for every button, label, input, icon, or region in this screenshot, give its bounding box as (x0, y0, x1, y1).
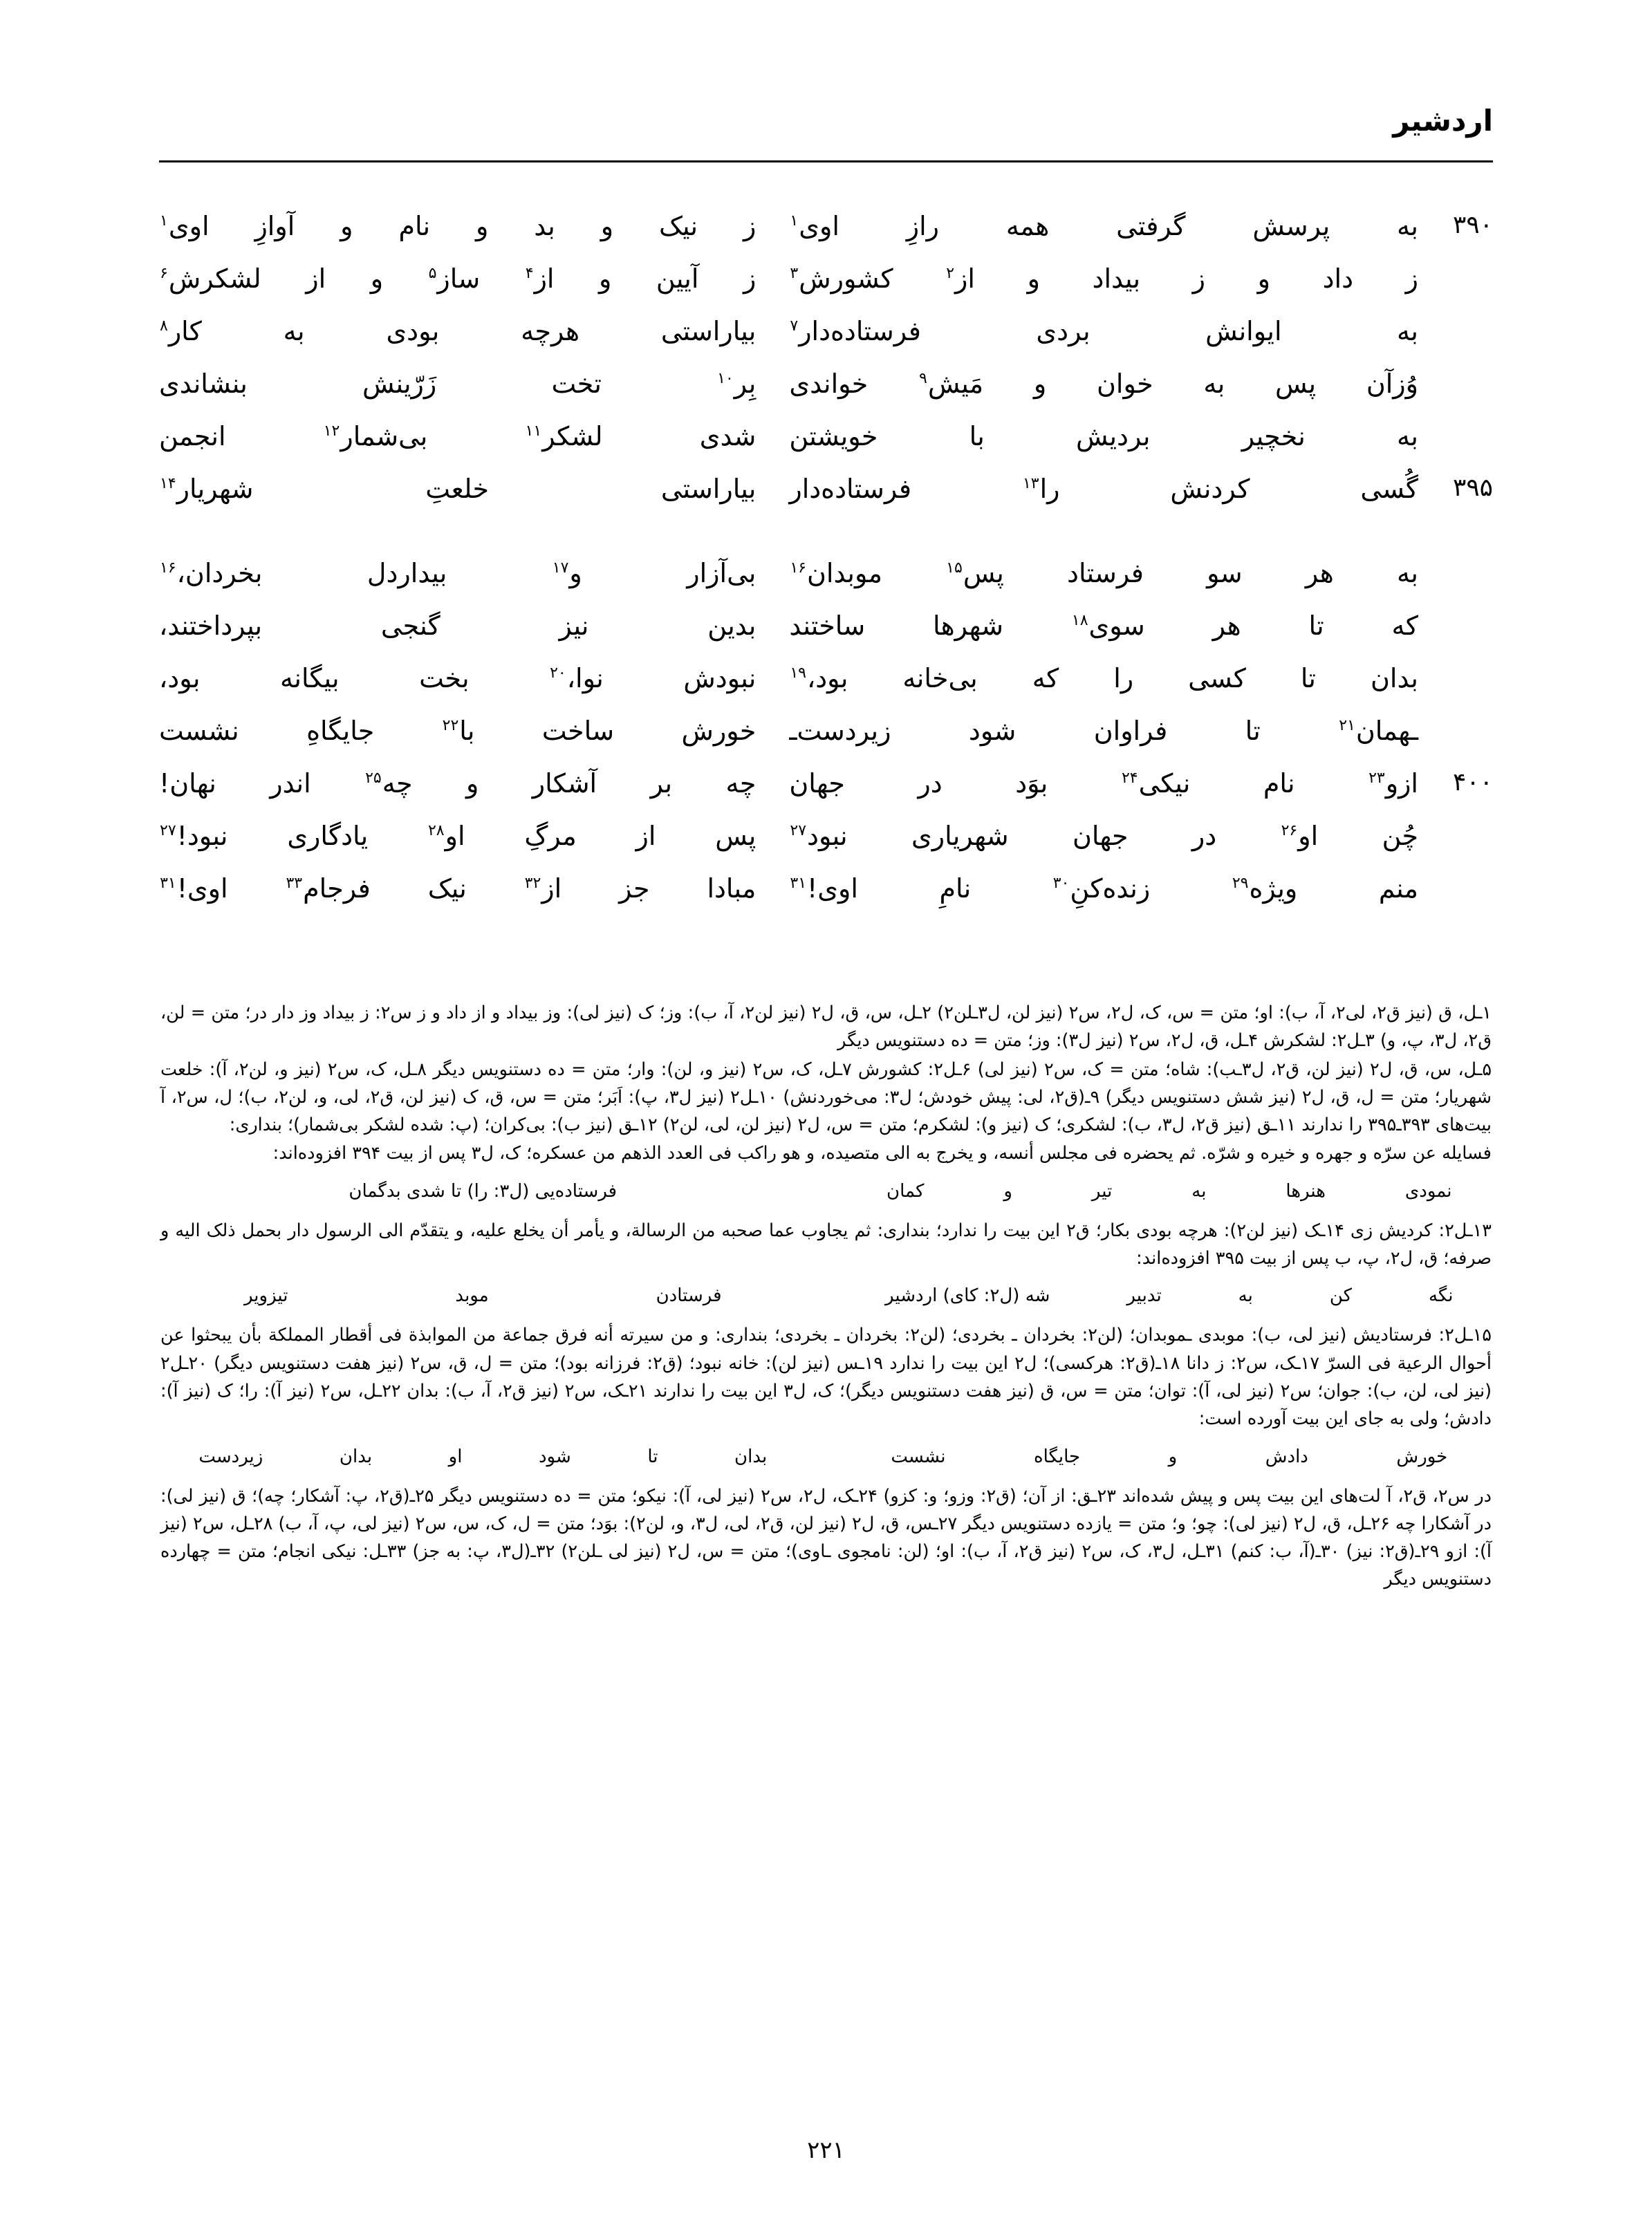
footnote-marker[interactable]: ۳۳ (286, 875, 303, 893)
footnote-marker[interactable]: ۲۶ (1281, 822, 1298, 840)
verse-word: خواندی (789, 369, 869, 399)
verse-word: نامِ (939, 873, 972, 904)
verse-word: شهریاری (911, 821, 1009, 851)
hemistich-second (159, 365, 763, 403)
verse-word: و (1027, 263, 1040, 294)
footnote-marker[interactable]: ۸ (160, 317, 168, 335)
running-head (159, 104, 1493, 173)
verse-word: مبادا (707, 873, 757, 904)
footnote-marker[interactable]: ۱ (790, 212, 799, 230)
verse-word: از$^۴$ (525, 263, 555, 294)
inset-verse-word: تیزویر (243, 1285, 288, 1307)
verse-word: خویشتن (789, 421, 878, 451)
verse-word: گُسی (1360, 474, 1418, 504)
inset-verse-word: موبد (455, 1285, 489, 1307)
verse-word: آیین (656, 263, 699, 294)
verse-line (159, 365, 1493, 418)
verse-word: از$^۲$ (946, 263, 975, 294)
apparatus-inset-verse (160, 1443, 1492, 1471)
footnote-marker[interactable]: ۲۷ (160, 822, 176, 840)
verse-word: شهریار$^{۱۴}$ (160, 474, 254, 504)
footnote-marker[interactable]: ۱۶ (160, 559, 176, 577)
inset-hemistich-first (826, 1177, 1492, 1206)
footnote-marker[interactable]: ۱۳ (1022, 475, 1039, 493)
verse-area (159, 207, 1493, 922)
hemistich-second (159, 765, 763, 803)
verse-word: ساخت (541, 716, 615, 746)
inset-verse-word: شود (538, 1446, 571, 1467)
footnote-marker[interactable]: ۲۸ (427, 822, 445, 840)
verse-word: ز (743, 263, 757, 294)
verse-line (159, 660, 1493, 712)
verse-word: زَرّینش (362, 369, 437, 399)
verse-word: تخت (551, 369, 602, 399)
footnote-marker[interactable]: ۴ (525, 265, 534, 283)
verse-word: هر (1305, 558, 1334, 588)
verse-word: بیاراستی (660, 316, 757, 346)
inset-verse-word: فرستاده‌یی (ل۳: را) تا شدی بدگمان (349, 1180, 618, 1202)
inset-verse-word: تدبیر (1126, 1285, 1162, 1307)
verse-word: خوان (1097, 369, 1153, 399)
hemistich-first (763, 470, 1418, 508)
verse-word: هرچه (521, 316, 579, 346)
verse-word: در (1191, 821, 1217, 851)
verse-word: ز (743, 211, 757, 241)
hemistich-first (763, 555, 1418, 593)
inset-verse-word: بدان (734, 1446, 768, 1467)
verse-word: بد (534, 211, 555, 241)
verse-word: فرستاد (1067, 558, 1144, 588)
verse-word: فراوان (1093, 716, 1168, 746)
footnote-marker[interactable]: ۱۱ (525, 422, 542, 440)
verse-word: سو (1207, 558, 1243, 588)
hemistich-first (763, 660, 1418, 698)
verse-word: سوی$^{۱۸}$ (1071, 611, 1145, 641)
footnote-marker[interactable]: ۳۱ (790, 875, 807, 893)
footnote-marker[interactable]: ۶ (160, 265, 168, 283)
verse-word: ـهمان$^{۲۱}$ (1339, 716, 1418, 746)
verse-word: و (466, 768, 479, 799)
verse-word: نیک (427, 873, 467, 904)
verse-word: اوی$^۱$ (790, 211, 839, 241)
hemistich-first (763, 313, 1418, 351)
verse-word: شود (968, 716, 1017, 746)
inset-verse-word: جایگاه (1034, 1446, 1081, 1467)
inset-verse-word: به (1191, 1180, 1207, 1202)
footnote-marker[interactable]: ۲۴ (1121, 770, 1138, 788)
verse-word: پس (715, 821, 757, 851)
hemistich-second (159, 313, 763, 351)
verse-word: بدان (1371, 663, 1418, 693)
verse-word: بی‌شمار$^{۱۲}$ (323, 421, 428, 451)
inset-verse-word: زیردست (198, 1446, 263, 1467)
hemistich-second (159, 607, 763, 645)
verse-word: پرسش (1252, 211, 1330, 241)
inset-hemistich-first (826, 1443, 1492, 1471)
verse-word: به (1203, 369, 1225, 399)
hemistich-first (763, 712, 1418, 750)
verse-word: ز (1192, 263, 1205, 294)
verse-word: زیردست‌ـ (789, 716, 891, 746)
verse-word: مرگِ (524, 821, 577, 851)
footnote-marker[interactable]: ۲۷ (790, 822, 807, 840)
verse-word: خورش (681, 716, 757, 746)
verse-word: از (306, 263, 326, 294)
verse-word: که (1032, 663, 1059, 693)
verse-word: و (1033, 369, 1047, 399)
verse-word: بر (650, 768, 673, 799)
verse-word: نیز (559, 611, 589, 641)
verse-word: و (600, 211, 614, 241)
inset-verse-word: نگه (1428, 1285, 1454, 1307)
inset-verse-word: و (1003, 1180, 1012, 1202)
verse-word: به (1397, 316, 1418, 346)
footnote-marker[interactable]: ۳۲ (524, 875, 541, 893)
inset-verse-word: او (448, 1446, 463, 1467)
inset-hemistich-second (160, 1177, 826, 1206)
verse-word: بنشاندی (159, 369, 248, 399)
verse-word: نشست (159, 716, 239, 746)
verse-word: همه (1005, 211, 1050, 241)
hemistich-second (159, 712, 763, 750)
footnote-marker[interactable]: ۱۵ (946, 559, 963, 577)
verse-word: را$^{۱۳}$ (1022, 474, 1060, 504)
verse-word: از$^{۳۲}$ (524, 873, 562, 904)
verse-word: پس$^{۱۵}$ (946, 558, 1004, 588)
verse-word: به (1397, 211, 1418, 241)
inset-verse-word: فرستادن (656, 1285, 722, 1307)
hemistich-first (763, 765, 1418, 803)
inset-verse-word: کمان (887, 1180, 925, 1202)
verse-word: اندر (270, 768, 311, 799)
inset-hemistich-first (826, 1282, 1492, 1310)
verse-word: شدی (699, 421, 757, 451)
apparatus-inset-verse (160, 1177, 1492, 1206)
verse-word: که (1391, 611, 1418, 641)
verse-word: لشکر$^{۱۱}$ (525, 421, 603, 451)
running-head-title: اردشیر (1393, 104, 1493, 138)
verse-line (159, 313, 1493, 365)
verse-word: تا (1308, 611, 1324, 641)
footnote-marker[interactable]: ۲۳ (1368, 770, 1385, 788)
footnote-marker[interactable]: ۲۰ (550, 664, 566, 682)
inset-verse-word: و (1168, 1446, 1178, 1467)
verse-line (159, 817, 1493, 870)
verse-line (159, 607, 1493, 660)
footnote-marker[interactable]: ۱ (160, 212, 168, 230)
footnote-marker[interactable]: ۹ (919, 370, 927, 388)
verse-word: ساختند (789, 611, 866, 641)
hemistich-first (763, 207, 1418, 245)
verse-word: او$^{۲۶}$ (1281, 821, 1319, 851)
verse-word: بیگانه (280, 663, 340, 693)
verse-word: و (340, 211, 353, 241)
verse-word: مَیش$^۹$ (919, 369, 984, 399)
inset-hemistich-second (160, 1443, 826, 1471)
apparatus-paragraph: ۵ـل، س، ق، ل۲ (نیز لن، ق۲، ل۳ـب): شاه؛ متن = ک، س۲ (نیز لی) ۶ـل۲: کشورش ۷ـل، ک، س۲ (نیز و، لن): وار؛ متن = ده دستنویس دیگر ۸ـل، ک، س۲ (نیز و، لن۲، آ): خلعت شهریار؛ متن = ل، ق، ل۲ (نیز شش دستنویس دیگر) ۹ـ(ق۲، لی: پیش خودش؛ ل۳: می‌خوردنش) ۱۰ـل۲ (نیز ل۳، پ): اَبَر؛ متن = س، ق، ک (نیز لن، ق۲، لی، و، لن۲، ب)؛ ل، س۲، آ بیت‌های ۳۹۳ـ۳۹۵ را ندارند ۱۱ـق (نیز ق۲، ل۳، ب): لشکری؛ ک (نیز و): لشکرم؛ متن = س، ل۲ (نیز لن، لی، لن۲) ۱۲ـق (نیز ب): بی‌کران؛ (پ: شده لشکر بی‌شمار)؛ بنداری: (160, 1059, 1492, 1136)
inset-verse-word: کن (1329, 1285, 1352, 1307)
verse-word: انجمن (159, 421, 226, 451)
verse-word: بیاراستی (660, 474, 757, 504)
verse-word: بدین (707, 611, 757, 641)
hemistich-first (763, 607, 1418, 645)
verse-word: به (283, 316, 305, 346)
footnote-marker[interactable]: ۳ (790, 265, 799, 283)
verse-word: نوا،$^{۲۰}$ (550, 663, 604, 693)
verse-word: کشورش$^۳$ (790, 263, 893, 294)
inset-verse-word: تا (647, 1446, 658, 1467)
footnote-marker[interactable]: ۱۲ (323, 422, 340, 440)
verse-word: فرستاده‌دار$^۷$ (790, 316, 921, 346)
verse-word: وُزآن (1366, 369, 1418, 399)
verse-word: به (1397, 558, 1418, 588)
verse-line (159, 765, 1493, 817)
verse-word: با (969, 421, 985, 451)
verse-word: لشکرش$^۶$ (160, 263, 261, 294)
inset-verse-word: خورش (1396, 1446, 1448, 1467)
hemistich-first (763, 870, 1418, 908)
verse-word: با$^{۲۲}$ (442, 716, 475, 746)
hemistich-first (763, 260, 1418, 298)
verse-word: نخچیر (1241, 421, 1306, 451)
footnote-marker[interactable]: ۱۰ (717, 370, 734, 388)
hemistich-first (763, 817, 1418, 855)
verse-word: اوی!$^{۳۱}$ (790, 873, 858, 904)
inset-verse-word: تیر (1091, 1180, 1113, 1202)
verse-word: بخردان،$^{۱۶}$ (160, 558, 263, 588)
verse-word: ساز$^۵$ (428, 263, 481, 294)
verse-word: منم (1378, 873, 1418, 904)
verse-word: بیداد (1092, 263, 1141, 294)
verse-word: کار$^۸$ (160, 316, 202, 346)
verse-stanza (159, 555, 1493, 922)
verse-word: و (1257, 263, 1270, 294)
verse-word: زنده‌کنِ$^{۳۰}$ (1052, 873, 1151, 904)
verse-line (159, 712, 1493, 765)
verse-word: بود، (159, 663, 201, 693)
verse-word: و (370, 263, 384, 294)
verse-line (159, 555, 1493, 607)
verse-word: کسی (1188, 663, 1246, 693)
verse-line (159, 470, 1493, 523)
inset-verse-word: شه (ل۲: کای) اردشیر (885, 1285, 1050, 1307)
verse-word: نبود$^{۲۷}$ (790, 821, 848, 851)
verse-word: پس (1275, 369, 1317, 399)
verse-stanza (159, 207, 1493, 523)
verse-word: نیک (659, 211, 698, 241)
footnote-marker[interactable]: ۲۲ (442, 717, 459, 735)
verse-word: فرستاده‌دار (789, 474, 912, 504)
verse-line (159, 870, 1493, 922)
verse-word: آشکار (532, 768, 597, 799)
apparatus-inset-verse (160, 1282, 1492, 1310)
apparatus-paragraph: ۱۳ـل۲: کردیش زی ۱۴ـک (نیز لن۲): هرچه بودی بکار؛ ق۲ این بیت را ندارد؛ بنداری: ثم یجاوب عما صحبه من الرسالة، و یأمر أن یخلع علیه، و یتقدّم الی الرسول دار بحمل ذلک الیه و صرفه؛ ق، ل۲، پ، ب پس از بیت ۳۹۵ افزوده‌اند: (160, 1220, 1492, 1269)
verse-line (159, 207, 1493, 260)
footnote-marker[interactable]: ۱۹ (790, 664, 806, 682)
verse-word: نام (1263, 768, 1295, 799)
verse-word: جز (619, 873, 650, 904)
verse-word: بِر$^{۱۰}$ (717, 369, 757, 399)
verse-word: گرفتی (1116, 211, 1186, 241)
verse-word: در (918, 768, 943, 799)
verse-word: ازو$^{۲۳}$ (1368, 768, 1418, 799)
verse-word: هر (1212, 611, 1241, 641)
footnote-marker[interactable]: ۷ (790, 317, 799, 335)
verse-word: موبدان$^{۱۶}$ (790, 558, 882, 588)
verse-word: اوی!$^{۳۱}$ (160, 873, 228, 904)
hemistich-second (159, 555, 763, 593)
hemistich-second (159, 817, 763, 855)
hemistich-second (159, 260, 763, 298)
verse-word: چُن (1382, 821, 1418, 851)
verse-word: بود،$^{۱۹}$ (790, 663, 848, 693)
verse-word: اوی$^۱$ (160, 211, 210, 241)
verse-line-number: ۴۰۰ (1452, 768, 1493, 796)
verse-word: بخت (419, 663, 470, 693)
footnote-marker[interactable]: ۵ (428, 265, 437, 283)
verse-word: نبودش (683, 663, 757, 693)
inset-verse-word: دادش (1265, 1446, 1308, 1467)
folio-number: ۲۲۱ (807, 2136, 845, 2164)
verse-word: جایگاهِ (306, 716, 375, 746)
inset-hemistich-second (160, 1282, 826, 1310)
verse-word: فرجام$^{۳۳}$ (286, 873, 371, 904)
verse-word: خلعتِ (425, 474, 489, 504)
verse-word: و$^{۱۷}$ (552, 558, 582, 588)
verse-line (159, 418, 1493, 470)
verse-word: بپرداختند، (159, 611, 263, 641)
hemistich-second (159, 470, 763, 508)
apparatus-paragraph: در س۲، ق۲، آ لت‌های این بیت پس و پیش شده‌اند ۲۳ـق: از آن؛ (ق۲: وزو؛ و: کزو) ۲۴ـک، ل۲، س۲ (نیز لی، آ): نیکو؛ متن = ده دستنویس دیگر ۲۵ـ(ق۲، پ: آشکار؛ چه)؛ ق (نیز لی): در آشکارا چه ۲۶ـل، ق، ل۲ (نیز لی): چو؛ و؛ متن = یازده دستنویس دیگر ۲۷ـس، ق، ل۲ (نیز لن، ق۲، لی، ل۳، و، لن۲): بوَد؛ متن = ل، ک، س، س۲ (نیز لی، پ، آ، ب) ۲۸ـل، س۲ (نیز آ): ازو ۲۹ـ(ق۲: نیز) ۳۰ـ(آ، ب: کنم) ۳۱ـل، ل۳، ک، س۲ (نیز ق۲، آ، ب): او؛ (لن: نامجوی ـاوی)؛ متن = س، ل۲ (نیز لی ـلن۲) ۳۲ـ(ل۳، پ: به جز) ۳۳ـل: نیکی انجام؛ متن = چهارده دستنویس دیگر (160, 1485, 1492, 1590)
verse-word: داد (1322, 263, 1354, 294)
footnote-marker[interactable]: ۲۵ (365, 770, 382, 788)
verse-line-number: ۳۹۵ (1452, 474, 1493, 502)
apparatus-paragraph: فسایله عن سرّه و جهره و خیره و شرّه. ثم یحضره فی مجلس أنسه، و یخرج به الی متصیده، و هو راکب فی العدد الذهم من عسکره؛ ک، ل۳ پس از بیت ۳۹۴ افزوده‌اند: (272, 1143, 1492, 1164)
verse-word: بردی (1036, 316, 1090, 346)
header-divider (159, 160, 1493, 162)
footnote-marker[interactable]: ۱۴ (160, 475, 176, 493)
verse-word: او$^{۲۸}$ (427, 821, 465, 851)
apparatus-paragraph: ۱۵ـل۲: فرستادیش (نیز لی، ب): موبدی ـموبدان؛ (لن۲: بخردان ـ بخردی؛ (لن۲: بخردان ـ بخردی؛ بنداری: و من سیرته أنه فرق جماعة من الموابذة فی أقطار المملکة بأن یبحثوا عن أحوال الرعیة فی السرّ ۱۷ـک، س۲: ز دانا ۱۸ـ(ق۲: هرکسی)؛ ل۲ این بیت را ندارد ۱۹ـس (نیز لن): خانه نبود؛ (ق۲: فرزانه بود)؛ متن = ل، ق، س۲ (نیز هفت دستنویس دیگر) ۲۰ـل۲ (نیز لی، لن، ب): جوان؛ س۲ (نیز لی، آ): توان؛ متن = س، ق (نیز هفت دستنویس دیگر)؛ ک، ل۳ این بیت را ندارند ۲۱ـک، س۲ (نیز ق۲، آ، ب): بدان ۲۲ـل، س۲ (نیز آ): را؛ ک (نیز آ): دادش؛ ولی به جای این بیت آورده است: (160, 1325, 1492, 1430)
verse-line-number: ۳۹۰ (1452, 211, 1493, 239)
verse-word: نهان! (159, 768, 216, 799)
verse-word: رازِ (906, 211, 939, 241)
footnote-marker[interactable]: ۲۱ (1339, 717, 1355, 735)
footnote-marker[interactable]: ۳۱ (160, 875, 176, 893)
inset-verse-word: نمودی (1404, 1180, 1452, 1202)
footnote-marker[interactable]: ۱۸ (1071, 612, 1088, 630)
verse-word: نام (398, 211, 431, 241)
inset-verse-word: هنرها (1286, 1180, 1326, 1202)
inset-verse-word: به (1238, 1285, 1253, 1307)
verse-word: ویژه$^{۲۹}$ (1232, 873, 1298, 904)
verse-word: ز (1405, 263, 1418, 294)
critical-apparatus (160, 999, 1492, 1594)
inset-verse-word: نشست (891, 1446, 946, 1467)
verse-word: بودی (386, 316, 440, 346)
footnote-marker[interactable]: ۲ (946, 265, 955, 283)
verse-word: از (635, 821, 656, 851)
hemistich-second (159, 870, 763, 908)
verse-word: جهان (1073, 821, 1129, 851)
verse-word: و (599, 263, 612, 294)
verse-word: گنجی (380, 611, 440, 641)
verse-word: تا (1300, 663, 1316, 693)
verse-word: به (1397, 421, 1418, 451)
verse-word: کردنش (1170, 474, 1250, 504)
verse-word: ایوانش (1205, 316, 1282, 346)
verse-word: بی‌آزار (687, 558, 757, 588)
inset-verse-word: بدان (339, 1446, 373, 1467)
verse-word: نبود!$^{۲۷}$ (160, 821, 228, 851)
verse-word: بردیش (1076, 421, 1151, 451)
verse-word: بیداردل (366, 558, 447, 588)
hemistich-first (763, 365, 1418, 403)
verse-word: چه (725, 768, 757, 799)
verse-line (159, 260, 1493, 313)
verse-word: آوازِ (254, 211, 295, 241)
verse-word: نیکی$^{۲۴}$ (1121, 768, 1191, 799)
verse-word: یادگاری (287, 821, 369, 851)
footnote-marker[interactable]: ۱۶ (790, 559, 806, 577)
verse-word: تا (1245, 716, 1261, 746)
verse-word: چه$^{۲۵}$ (365, 768, 413, 799)
verse-word: جهان (789, 768, 845, 799)
verse-word: را (1113, 663, 1134, 693)
footnote-marker[interactable]: ۲۹ (1232, 875, 1249, 893)
verse-word: بوَد (1015, 768, 1048, 799)
verse-word: و (476, 211, 489, 241)
hemistich-second (159, 418, 763, 456)
hemistich-second (159, 660, 763, 698)
verse-word: شهرها (933, 611, 1003, 641)
hemistich-second (159, 207, 763, 245)
apparatus-paragraph: ۱ـل، ق (نیز ق۲، لی۲، آ، ب): او؛ متن = س، ک، ل۲، س۲ (نیز لن، ل۳ـلن۲) ۲ـل، س، ق، ل۲ (نیز لن۲، آ، ب): وز؛ ک (نیز لی): وز بیداد و از داد و ز س۲: ز بیداد وز دار در؛ متن = لن، ق۲، ل۳، پ، و) ۳ـل۲: لشکرش ۴ـل، ق، ل۲، س۲ (نیز ل۳): وز؛ متن = ده دستنویس دیگر (160, 1003, 1492, 1052)
footnote-marker[interactable]: ۱۷ (552, 559, 569, 577)
hemistich-first (763, 418, 1418, 456)
verse-word: بی‌خانه (902, 663, 978, 693)
footnote-marker[interactable]: ۳۰ (1052, 875, 1070, 893)
